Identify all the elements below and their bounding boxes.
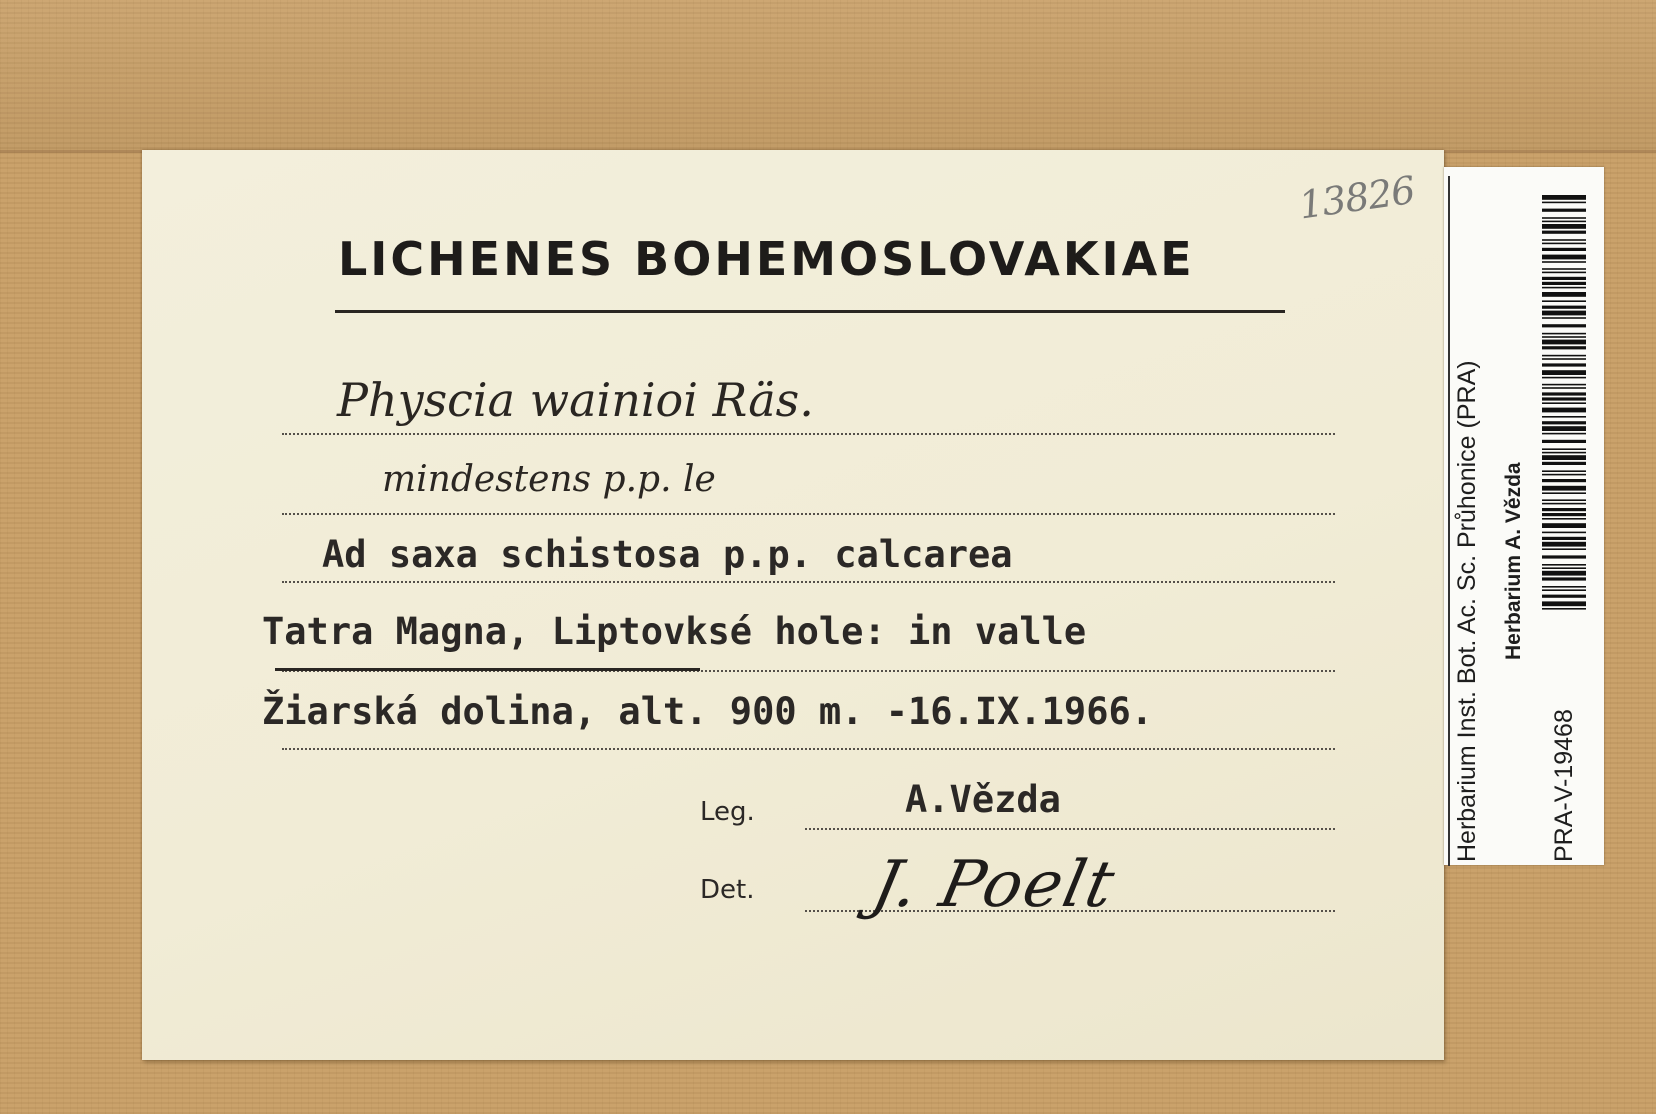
- locality-line-2: Žiarská dolina, alt. 900 m. -16.IX.1966.: [262, 690, 1154, 733]
- habitat-text: Ad saxa schistosa p.p. calcarea: [322, 533, 1013, 576]
- taxon-note-field: [282, 455, 1335, 515]
- taxon-field: [282, 375, 1335, 435]
- legit-field: [805, 770, 1335, 830]
- legit-value: A.Vězda: [905, 778, 1061, 821]
- barcode-icon: [1542, 195, 1586, 610]
- locality-line-1: Tatra Magna, Liptovksé hole: in valle: [262, 610, 1087, 653]
- collection-text: Herbarium A. Vězda: [1502, 462, 1525, 660]
- accession-number: 13826: [1296, 167, 1418, 228]
- dotted-line: [282, 433, 1335, 435]
- determinavit-label: Det.: [700, 875, 755, 905]
- series-title: LICHENES BOHEMOSLOVAKIAE: [338, 232, 1195, 286]
- legit-label: Leg.: [700, 797, 755, 827]
- specimen-id-text: PRA-V-19468: [1550, 709, 1578, 862]
- strip-edge-line: [1448, 176, 1450, 866]
- locality-field-1: [262, 610, 1335, 672]
- dotted-line: [282, 513, 1335, 515]
- title-underline: [335, 310, 1285, 313]
- institution-text: Herbarium Inst. Bot. Ac. Sc. Průhonice (PRA): [1453, 360, 1481, 862]
- dotted-line: [282, 748, 1335, 750]
- determiner-signature: J. Poelt: [866, 848, 1123, 922]
- taxon-name: Physcia wainioi Räs.: [337, 373, 814, 427]
- dotted-line: [282, 581, 1335, 583]
- dotted-line: [805, 828, 1335, 830]
- locality-field-2: [262, 690, 1335, 750]
- envelope-flap: [0, 0, 1656, 153]
- locality-underline: [275, 668, 700, 671]
- habitat-field: [282, 523, 1335, 583]
- taxon-note: mindestens p.p. le: [382, 459, 716, 500]
